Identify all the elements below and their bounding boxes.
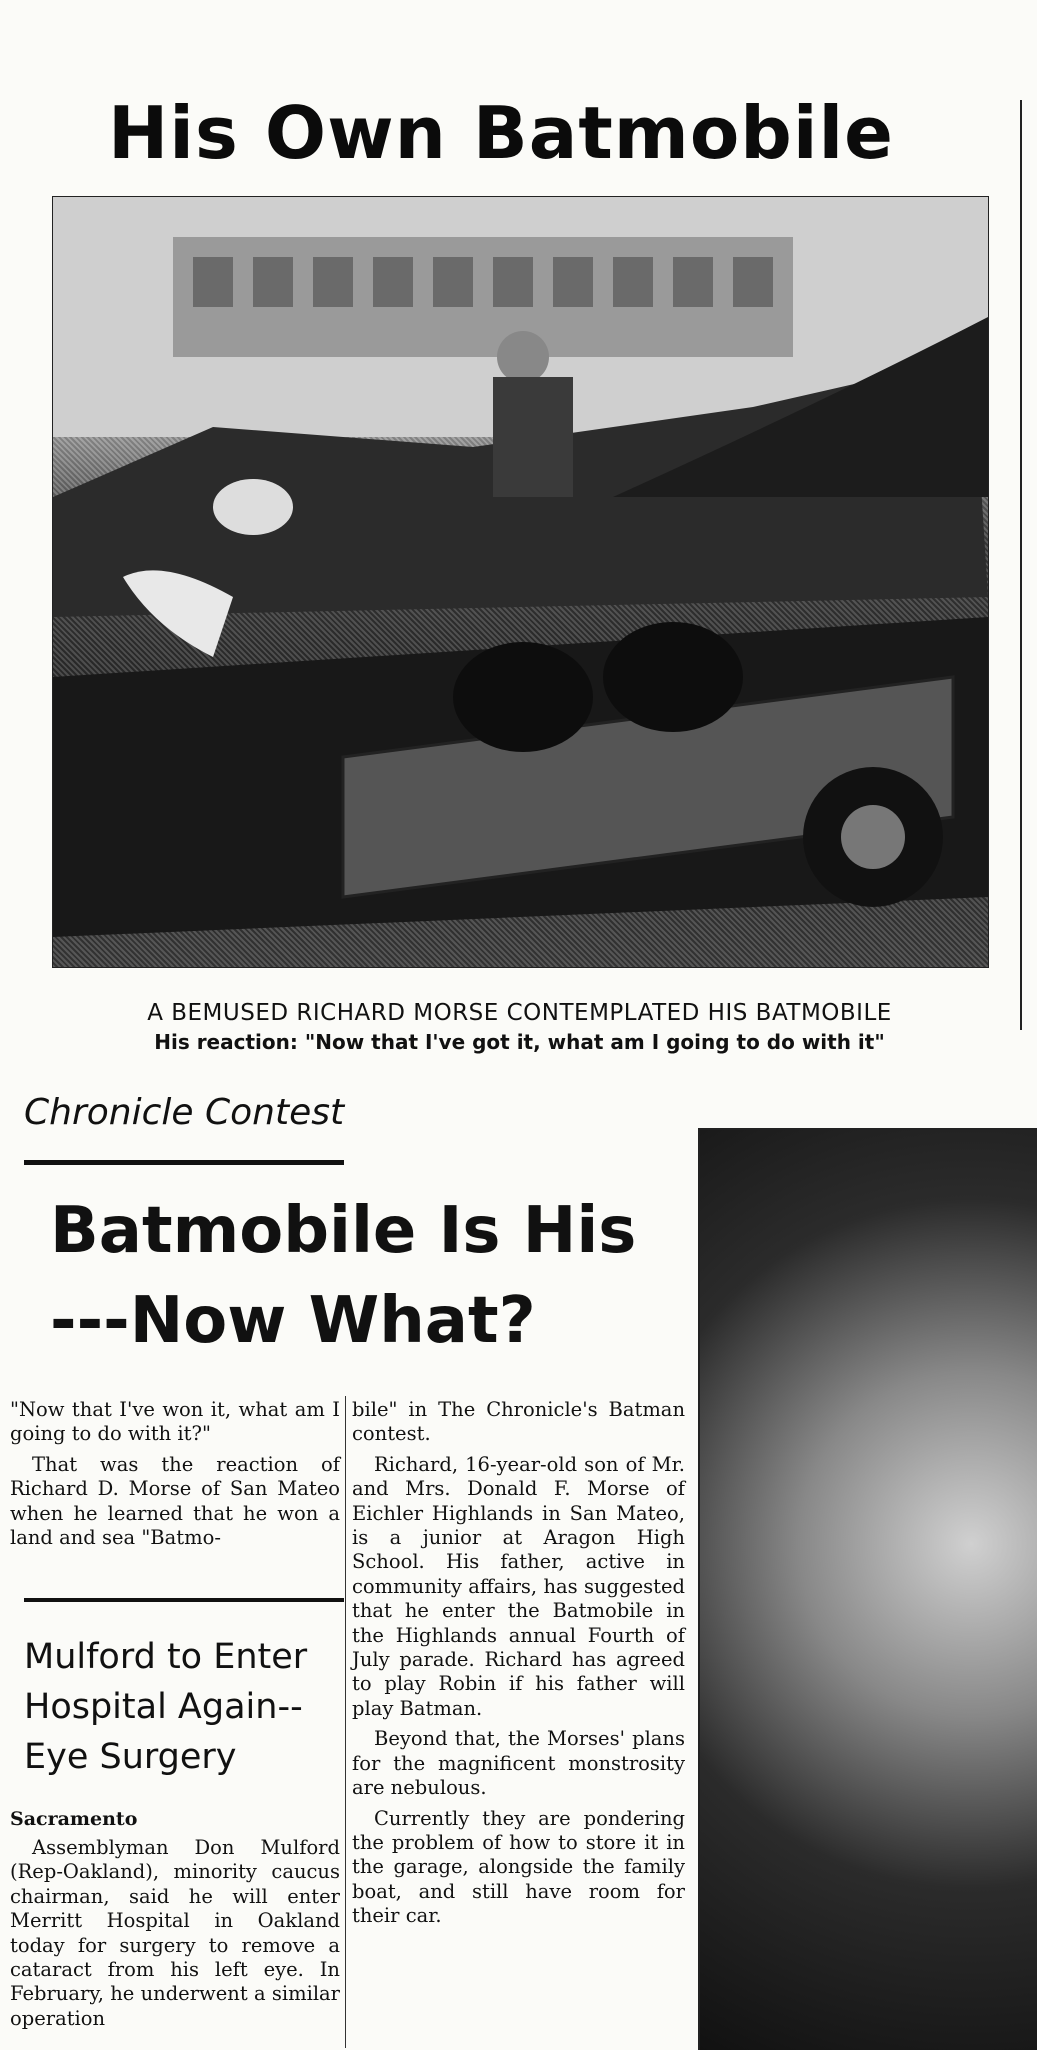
story-column-2 bbox=[352, 1398, 685, 1935]
sidebar-rule bbox=[24, 1598, 344, 1602]
paragraph: Currently they are pondering the problem of how to store it in the garage, alongside the family boat, and still have room for their car. bbox=[352, 1806, 685, 1928]
headline-line-2: ---Now What? bbox=[50, 1284, 536, 1358]
sidebar-body bbox=[10, 1836, 340, 2037]
paragraph: That was the reaction of Richard D. Morse of San Mateo when he learned that he won a land and sea "Batmo- bbox=[10, 1452, 340, 1550]
batmobile-photo bbox=[52, 196, 989, 968]
dateline: Sacramento bbox=[10, 1808, 138, 1830]
sidebar-headline-line-2: Hospital Again-- bbox=[24, 1687, 303, 1727]
sidebar-headline bbox=[24, 1632, 344, 1782]
story-kicker: Chronicle Contest bbox=[24, 1092, 345, 1133]
story-column-1 bbox=[10, 1398, 340, 1556]
paragraph: Assemblyman Don Mulford (Rep-Oakland), minority caucus chairman, said he will enter Merritt Hospital in Oakland today for surgery to remove a cataract from his left eye. In February, he underwent a similar operation bbox=[10, 1836, 340, 2030]
lede-headline: His Own Batmobile bbox=[108, 91, 895, 175]
paragraph: Richard, 16-year-old son of Mr. and Mrs. Donald F. Morse of Eichler Highlands in San Mateo, is a junior at Aragon High School. His father, active in community affairs, has suggested that he enter the Batmobile in the Highlands annual Fourth of July parade. Richard has agreed to play Robin if his father will play Batman. bbox=[352, 1452, 685, 1720]
paragraph: Beyond that, the Morses' plans for the magnificent monstrosity are nebulous. bbox=[352, 1727, 685, 1800]
page-border-right bbox=[1020, 100, 1022, 1030]
sidebar-headline-line-1: Mulford to Enter bbox=[24, 1637, 308, 1677]
column-divider bbox=[345, 1396, 346, 2048]
photo-subcaption: His reaction: "Now that I've got it, what am I going to do with it" bbox=[154, 1030, 885, 1054]
sidebar-headline-line-3: Eye Surgery bbox=[24, 1737, 237, 1777]
kicker-rule bbox=[24, 1160, 344, 1165]
photo-caption: A BEMUSED RICHARD MORSE CONTEMPLATED HIS BATMOBILE bbox=[147, 1000, 892, 1026]
paragraph: bile" in The Chronicle's Batman contest. bbox=[352, 1398, 685, 1446]
second-photo bbox=[698, 1128, 1037, 2050]
headline-line-1: Batmobile Is His bbox=[50, 1194, 637, 1268]
paragraph: "Now that I've won it, what am I going to do with it?" bbox=[10, 1398, 340, 1446]
story-headline bbox=[50, 1186, 670, 1366]
batmobile-photo-illustration bbox=[53, 197, 988, 967]
